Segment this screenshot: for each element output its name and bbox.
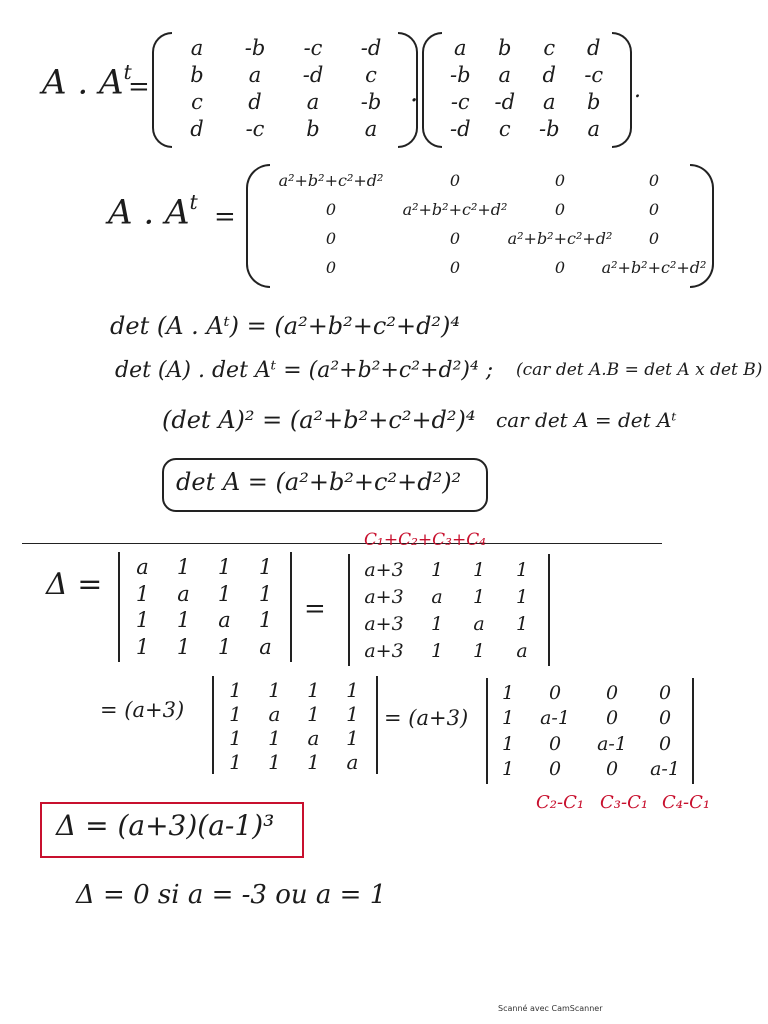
matrix-cell: -b <box>360 89 382 114</box>
note-car-1: (car det A.B = det A x det B) <box>516 360 763 380</box>
matrix-cell: a <box>453 35 467 60</box>
delta-matrix-4 <box>490 680 690 782</box>
matrix-cell: a²+b²+c²+d² <box>601 258 707 277</box>
det-line-1: det (A . Aᵗ) = (a²+b²+c²+d²)⁴ <box>110 312 461 340</box>
matrix-cell: c <box>543 35 556 60</box>
matrix-cell: b <box>190 62 204 87</box>
matrix-cell: -d <box>360 35 382 60</box>
matrix-cell: -c <box>584 62 604 87</box>
matrix-cell: -d <box>494 89 516 114</box>
matrix-cell: a <box>218 608 231 633</box>
matrix-cell: 0 <box>325 200 337 219</box>
matrix-cell: 1 <box>268 678 281 702</box>
matrix-cell: 1 <box>346 702 359 726</box>
matrix-cell: a <box>587 116 601 141</box>
matrix-cell: a <box>431 585 443 608</box>
matrix-cell: 1 <box>268 750 281 774</box>
matrix-cell: 1 <box>135 581 150 606</box>
matrix-cell: 1 <box>307 750 320 774</box>
matrix-diagonal <box>262 166 707 282</box>
line2-lhs: A . $A^t$ <box>108 190 198 233</box>
matrix-cell: 1 <box>217 581 232 606</box>
matrix-cell: -d <box>302 62 324 87</box>
matrix-cell: a-1 <box>650 758 680 781</box>
m-diag-right-paren <box>690 164 714 288</box>
delta-eq: = <box>304 594 326 624</box>
matrix-cell: a+3 <box>364 558 404 581</box>
matrix-cell: a <box>307 726 320 750</box>
matrix-cell: 1 <box>501 681 515 704</box>
matrix-cell: a²+b²+c²+d² <box>507 229 613 248</box>
matrix-A <box>168 34 400 142</box>
matrix-cell: 1 <box>176 555 191 580</box>
d3-left-bar <box>212 676 214 774</box>
matrix-cell: 1 <box>430 558 444 581</box>
matrix-cell: 0 <box>554 171 566 190</box>
matrix-cell: a-1 <box>597 732 627 755</box>
delta-conclusion: Δ = 0 si a = -3 ou a = 1 <box>76 880 387 910</box>
matrix-cell: 1 <box>501 707 515 730</box>
matrix-cell: 0 <box>605 758 619 781</box>
scan-footer: Scanné avec CamScanner <box>498 1004 603 1013</box>
matrix-cell: 0 <box>658 732 672 755</box>
matrix-cell: 1 <box>176 634 191 659</box>
matrix-cell: 1 <box>217 634 232 659</box>
matrix-cell: a <box>136 555 149 580</box>
matrix-cell: 0 <box>548 732 562 755</box>
matrix-cell: a²+b²+c²+d² <box>402 200 508 219</box>
matrix-cell: -b <box>538 116 560 141</box>
matrix-cell: 1 <box>346 726 359 750</box>
matrix-cell: 1 <box>229 726 242 750</box>
matrix-cell: a <box>259 634 272 659</box>
matrix-cell: 1 <box>515 612 529 635</box>
matrix-cell: 0 <box>554 258 566 277</box>
matrix-cell: 1 <box>501 758 515 781</box>
matrix-cell: d <box>587 35 601 60</box>
matrix-cell: 0 <box>548 758 562 781</box>
matrix-cell: d <box>190 116 204 141</box>
delta-matrix-3 <box>216 678 372 772</box>
matrix-cell: a <box>473 612 485 635</box>
matrix-cell: -b <box>244 35 266 60</box>
d3-right-bar <box>376 676 378 774</box>
delta-matrix-2 <box>352 556 544 664</box>
matrix-cell: c <box>498 116 511 141</box>
line2-equals: = <box>214 202 236 232</box>
matrix-cell: 1 <box>472 585 486 608</box>
matrix-cell: 1 <box>135 608 150 633</box>
matrix-cell: 0 <box>449 229 461 248</box>
d2-right-bar <box>548 554 550 666</box>
matrix-cell: 1 <box>472 639 486 662</box>
matrix-cell: 1 <box>346 678 359 702</box>
matrix-cell: a <box>542 89 556 114</box>
matrix-cell: a²+b²+c²+d² <box>278 171 384 190</box>
line1-equals: = <box>128 72 150 102</box>
matrix-cell: a <box>190 35 204 60</box>
factor-1: = (a+3) <box>100 698 185 722</box>
matrix-cell: 1 <box>268 726 281 750</box>
matrix-cell: a-1 <box>540 707 570 730</box>
matrix-cell: 1 <box>430 639 444 662</box>
line1-lhs: A . $A^t$ <box>42 60 132 103</box>
matrix-cell: 1 <box>258 581 273 606</box>
matrix-cell: 0 <box>658 681 672 704</box>
matrix-cell: 0 <box>449 171 461 190</box>
matrix-cell: a+3 <box>364 639 404 662</box>
matrix-cell: d <box>542 62 556 87</box>
matrix-cell: a <box>498 62 512 87</box>
matrix-cell: c <box>191 89 203 114</box>
matrix-cell: 1 <box>515 585 529 608</box>
matrix-cell: b <box>498 35 512 60</box>
matrix-cell: 1 <box>217 555 232 580</box>
delta-result: Δ = (a+3)(a-1)³ <box>56 809 275 842</box>
col-op-c2: C₂-C₁ <box>536 792 585 813</box>
d4-right-bar <box>692 678 694 784</box>
note-car-2: car det A = det Aᵗ <box>496 408 677 432</box>
col-op-c4: C₄-C₁ <box>662 792 711 813</box>
matrix-cell: 1 <box>258 555 273 580</box>
section-divider <box>22 543 662 544</box>
matrix-cell: 0 <box>648 171 660 190</box>
matrix-cell: 0 <box>648 200 660 219</box>
matrix-cell: -c <box>303 35 323 60</box>
matrix-cell: 1 <box>176 608 191 633</box>
d1-right-bar <box>290 552 292 662</box>
m2-right-paren <box>612 32 632 148</box>
matrix-cell: a <box>346 750 359 774</box>
matrix-cell: 1 <box>307 702 320 726</box>
matrix-cell: 0 <box>449 258 461 277</box>
matrix-cell: b <box>587 89 601 114</box>
matrix-cell: a <box>177 581 190 606</box>
det-line-2: det (A) . det Aᵗ = (a²+b²+c²+d²)⁴ ; <box>115 358 494 383</box>
matrix-cell: -b <box>449 62 471 87</box>
matrix-cell: b <box>306 116 320 141</box>
matrix-cell: 1 <box>229 678 242 702</box>
matrix-cell: -d <box>449 116 471 141</box>
matrix-cell: 0 <box>325 258 337 277</box>
delta-matrix-1 <box>122 554 286 660</box>
matrix-cell: a+3 <box>364 585 404 608</box>
matrix-cell: a <box>364 116 378 141</box>
col-op-c3: C₃-C₁ <box>600 792 649 813</box>
matrix-cell: -c <box>245 116 265 141</box>
matrix-cell: 0 <box>605 681 619 704</box>
matrix-cell: a <box>516 639 528 662</box>
matrix-cell: a+3 <box>364 612 404 635</box>
delta-symbol: Δ = <box>46 567 103 602</box>
matrix-cell: 1 <box>472 558 486 581</box>
matrix-cell: 1 <box>501 732 515 755</box>
matrix-cell: 1 <box>135 634 150 659</box>
matrix-cell: 0 <box>658 707 672 730</box>
col-op-sum: C₁+C₂+C₃+C₄ <box>364 530 487 550</box>
matrix-cell: 1 <box>258 608 273 633</box>
matrix-cell: 0 <box>648 229 660 248</box>
d1-left-bar <box>118 552 120 662</box>
matrix-At <box>438 34 616 142</box>
d4-left-bar <box>486 678 488 784</box>
matrix-cell: 0 <box>548 681 562 704</box>
matrix-cell: d <box>248 89 262 114</box>
det-line-3: (det A)² = (a²+b²+c²+d²)⁴ <box>162 406 476 434</box>
matrix-cell: 0 <box>554 200 566 219</box>
matrix-cell: 1 <box>307 678 320 702</box>
matrix-cell: c <box>365 62 377 87</box>
matrix-cell: 1 <box>229 702 242 726</box>
matrix-cell: a <box>306 89 320 114</box>
matrix-cell: 0 <box>325 229 337 248</box>
matrix-cell: 1 <box>515 558 529 581</box>
matrix-cell: 1 <box>430 612 444 635</box>
matrix-cell: a <box>268 702 281 726</box>
d2-left-bar <box>348 554 350 666</box>
line1-dot: . <box>410 78 419 108</box>
matrix-cell: 1 <box>229 750 242 774</box>
matrix-cell: -c <box>450 89 470 114</box>
matrix-cell: 0 <box>605 707 619 730</box>
factor-2: = (a+3) <box>384 706 469 730</box>
line1-end: . <box>634 78 641 103</box>
matrix-cell: a <box>248 62 262 87</box>
boxed-result: det A = (a²+b²+c²+d²)² <box>176 468 462 496</box>
